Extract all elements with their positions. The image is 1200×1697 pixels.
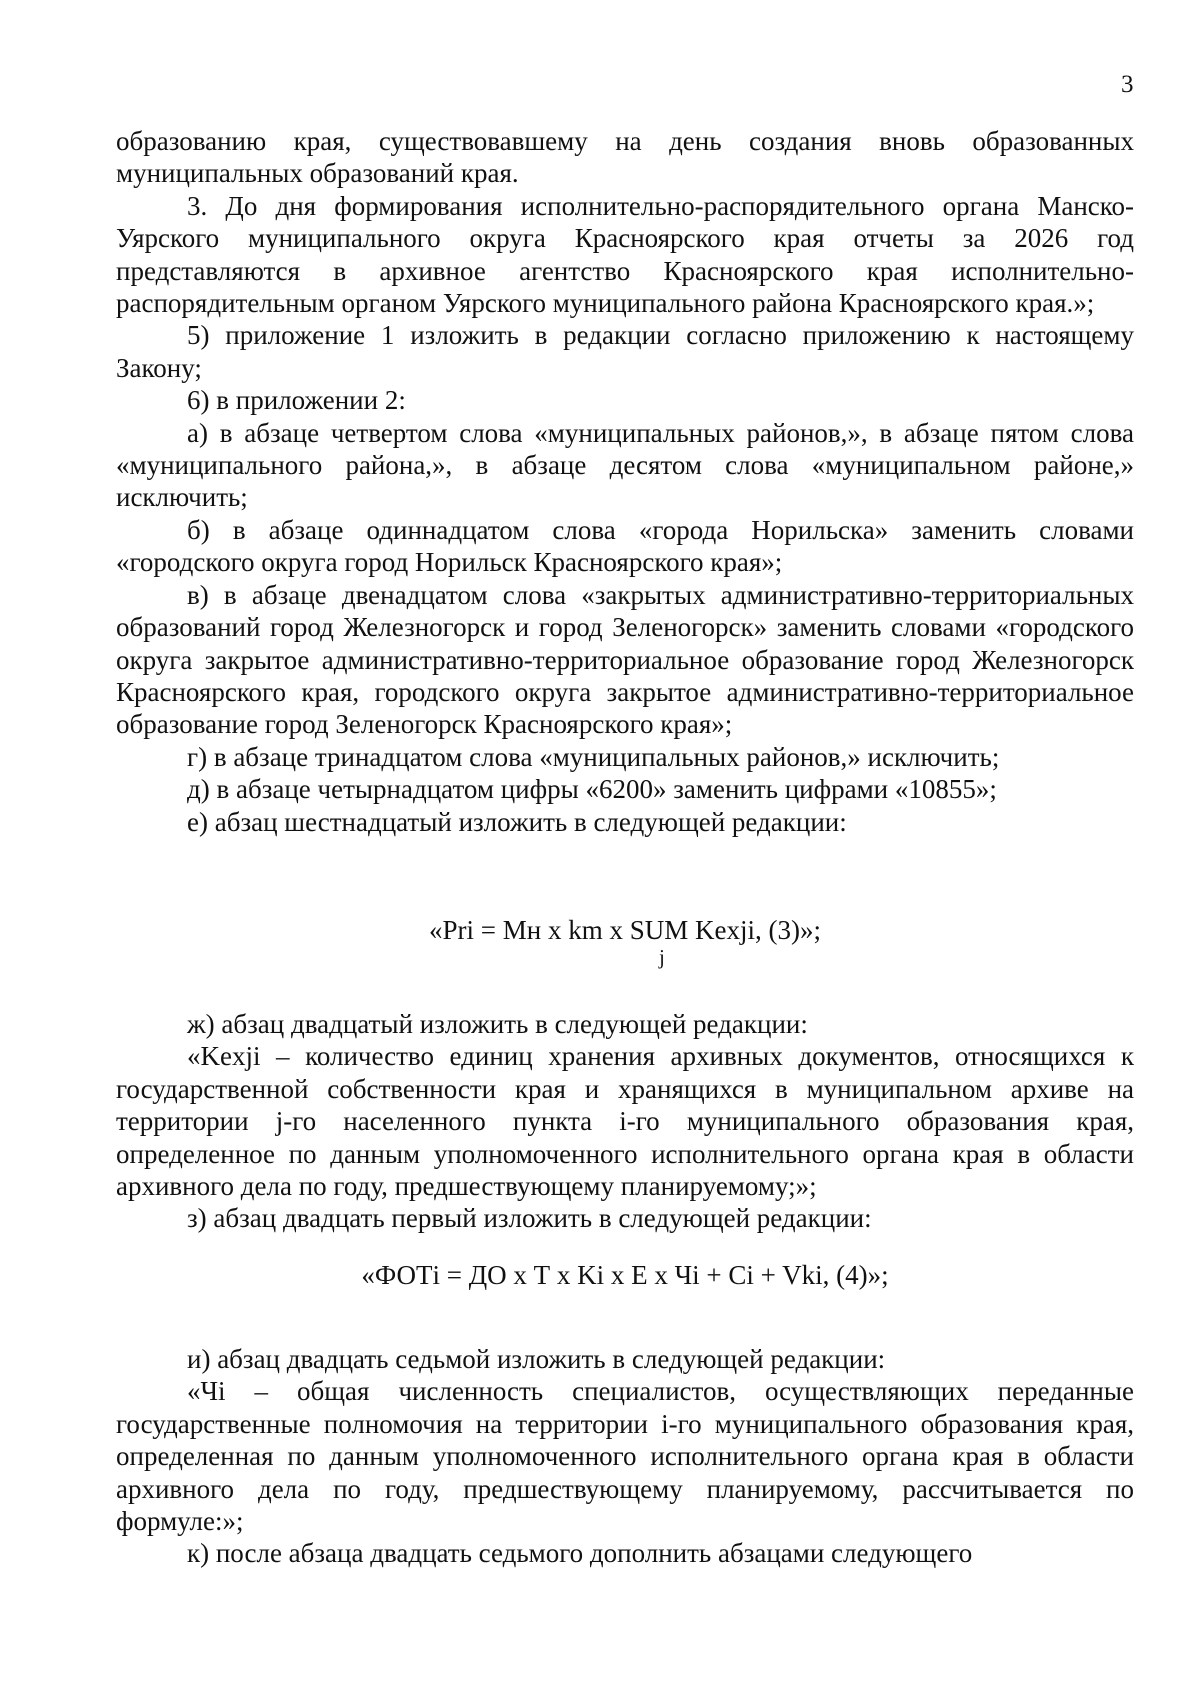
paragraph: 6) в приложении 2:	[187, 385, 406, 416]
text-block-1	[116, 125, 1134, 838]
paragraph: б) в абзаце одиннадцатом слова «города Норильска» заменить словами «городского округа город Норильск Красноярского края»;	[116, 514, 1134, 578]
paragraph: 3. До дня формирования исполнительно-распорядительного органа Манско-Уярского муниципального округа Красноярского края отчеты за 2026 год представляются в архивное агентство Красноярского края исполнительно-распорядительным органом Уярского муниципального района Красноярского края.»;	[116, 190, 1134, 319]
paragraph: в) в абзаце двенадцатом слова «закрытых административно-территориальных образований город Железногорск и город Зеленогорск» заменить словами «городского округа закрытое административно-территориальное образование город Железногорск Красноярского края, городского округа закрытое административно-территориальное образование город Зеленогорск Красноярского края»;	[116, 579, 1134, 740]
paragraph: а) в абзаце четвертом слова «муниципальных районов,», в абзаце пятом слова «муниципального района,», в абзаце десятом слова «муниципальном районе,» исключить;	[116, 417, 1134, 513]
paragraph: г) в абзаце тринадцатом слова «муниципальных районов,» исключить;	[187, 741, 1000, 772]
text-block-3	[116, 1343, 1134, 1570]
paragraph: к) после абзаца двадцать седьмого дополнить абзацами следующего	[187, 1538, 973, 1569]
formula-4: «ФОТi = ДО x Т x Ki x E x Чi + Ci + Vki, (4)»;	[361, 1260, 889, 1290]
paragraph: образованию края, существовавшему на день создания вновь образованных муниципальных образований края.	[116, 126, 1134, 189]
formula-3-subscript: j	[659, 945, 665, 969]
text-block-2	[116, 1008, 1134, 1235]
paragraph: ж) абзац двадцатый изложить в следующей редакции:	[187, 1009, 808, 1039]
paragraph: «Kexji – количество единиц хранения архивных документов, относящихся к государственной собственности края и хранящихся в муниципальном архиве на территории j-го населенного пункта i-го муниципального образования края, определенное по данным уполномоченного исполнительного органа края в области архивного дела по году, предшествующему планируемому;»;	[116, 1041, 1134, 1202]
page-number: 3	[1121, 71, 1134, 98]
formula-3: «Pri = Mн x km x SUM Kexji, (3)»;	[429, 915, 821, 945]
paragraph: д) в абзаце четырнадцатом цифры «6200» заменить цифрами «10855»;	[187, 774, 997, 805]
paragraph: е) абзац шестнадцатый изложить в следующей редакции:	[187, 806, 847, 837]
paragraph: з) абзац двадцать первый изложить в следующей редакции:	[187, 1203, 872, 1234]
paragraph: и) абзац двадцать седьмой изложить в следующей редакции:	[187, 1344, 886, 1374]
paragraph: 5) приложение 1 изложить в редакции согласно приложению к настоящему Закону;	[116, 320, 1134, 383]
paragraph: «Чi – общая численность специалистов, осуществляющих переданные государственные полномочия на территории i-го муниципального образования края, определенная по данным уполномоченного исполнительного органа края в области архивного дела по году, предшествующему планируемому, рассчитывается по формуле:»;	[116, 1376, 1134, 1537]
